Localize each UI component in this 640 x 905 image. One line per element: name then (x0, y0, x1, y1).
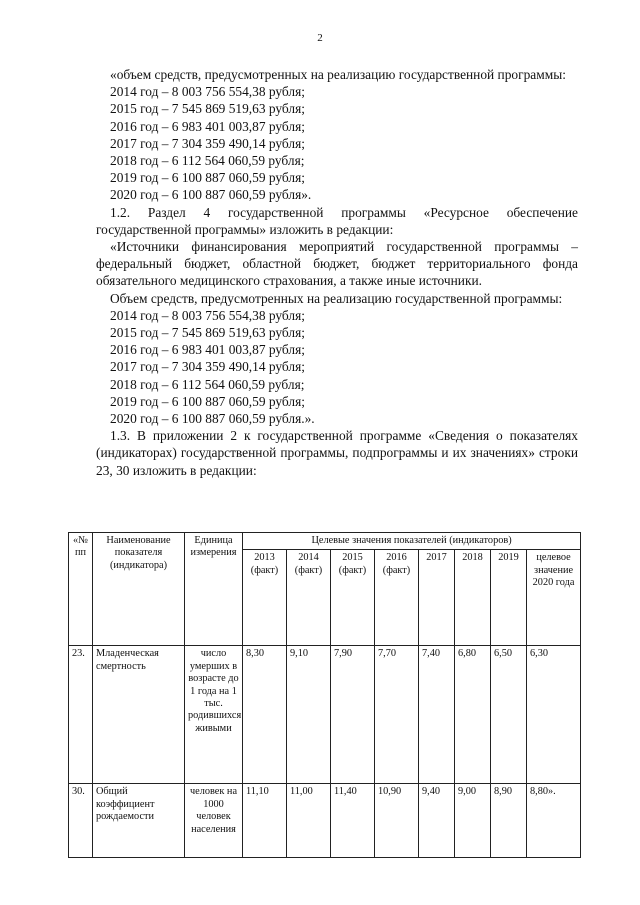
row-value: 6,30 (527, 646, 581, 784)
row-value: 6,50 (491, 646, 527, 784)
header-year-target: целевое значение 2020 года (527, 550, 581, 646)
intro-paragraph: «объем средств, предусмотренных на реализацию государственной программы: (110, 67, 566, 82)
row-value: 7,70 (375, 646, 419, 784)
row-value: 9,00 (455, 784, 491, 858)
header-year: 2018 (455, 550, 491, 646)
header-year: 2016 (факт) (375, 550, 419, 646)
row-value: 8,80». (527, 784, 581, 858)
table-row (69, 784, 581, 858)
header-unit: Единица измерения (185, 533, 243, 646)
document-body (96, 66, 578, 479)
sources-paragraph: «Источники финансирования мероприятий государственной программы – федеральный бюджет, областной бюджет, бюджет территориального фонда обязательного медицинского страхования, а также иные источники. (96, 239, 578, 289)
row-value: 6,80 (455, 646, 491, 784)
row-indicator-name: Младенческая смертность (93, 646, 185, 784)
row-value: 11,00 (287, 784, 331, 858)
funding-year-line: 2016 год – 6 983 401 003,87 рубля; (110, 118, 305, 134)
header-year: 2015 (факт) (331, 550, 375, 646)
row-value: 8,90 (491, 784, 527, 858)
header-number: «№ пп (69, 533, 93, 646)
header-year: 2017 (419, 550, 455, 646)
row-value: 9,10 (287, 646, 331, 784)
funding-years-list-1 (96, 83, 578, 203)
row-value: 9,40 (419, 784, 455, 858)
row-number: 23. (69, 646, 93, 784)
funding-year-line: 2018 год – 6 112 564 060,59 рубля; (110, 153, 305, 169)
header-year: 2014 (факт) (287, 550, 331, 646)
row-value: 11,10 (243, 784, 287, 858)
header-target-values: Целевые значения показателей (индикаторов) (243, 533, 581, 550)
funding-year-line: 2019 год – 6 100 887 060,59 рубля; (110, 393, 305, 409)
row-value: 7,40 (419, 646, 455, 784)
header-indicator-name: Наименование показателя (индикатора) (93, 533, 185, 646)
header-year: 2019 (491, 550, 527, 646)
row-unit: число умерших в возрасте до 1 года на 1 тыс. родившихся живыми (185, 646, 243, 784)
funding-year-line: 2015 год – 7 545 869 519,63 рубля; (110, 325, 305, 341)
row-value: 8,30 (243, 646, 287, 784)
table-row (69, 646, 581, 784)
funding-year-line: 2014 год – 8 003 756 554,38 рубля; (110, 307, 305, 323)
funding-years-list-2 (96, 307, 578, 427)
page-number: 2 (317, 32, 323, 44)
volume-paragraph: Объем средств, предусмотренных на реализацию государственной программы: (110, 290, 563, 306)
section-1-2: 1.2. Раздел 4 государственной программы «Ресурсное обеспечение государственной программы» изложить в редакции: (96, 204, 578, 237)
funding-year-line: 2015 год – 7 545 869 519,63 рубля; (110, 101, 305, 117)
row-number: 30. (69, 784, 93, 858)
funding-year-line: 2016 год – 6 983 401 003,87 рубля; (110, 342, 305, 358)
section-1-3: 1.3. В приложении 2 к государственной программе «Сведения о показателях (индикаторах) государственной программы, подпрограммы и их значениях» строки 23, 30 изложить в редакции: (96, 428, 578, 478)
header-year: 2013 (факт) (243, 550, 287, 646)
row-value: 10,90 (375, 784, 419, 858)
funding-year-line: 2019 год – 6 100 887 060,59 рубля; (110, 170, 305, 186)
funding-year-line: 2017 год – 7 304 359 490,14 рубля; (110, 359, 305, 375)
row-value: 11,40 (331, 784, 375, 858)
funding-year-line: 2017 год – 7 304 359 490,14 рубля; (110, 135, 305, 151)
funding-year-line: 2014 год – 8 003 756 554,38 рубля; (110, 84, 305, 100)
row-value: 7,90 (331, 646, 375, 784)
funding-year-line: 2020 год – 6 100 887 060,59 рубля.». (110, 411, 315, 427)
row-indicator-name: Общий коэффициент рождаемости (93, 784, 185, 858)
funding-year-line: 2018 год – 6 112 564 060,59 рубля; (110, 376, 305, 392)
funding-year-line: 2020 год – 6 100 887 060,59 рубля». (110, 187, 312, 203)
row-unit: человек на 1000 человек населения (185, 784, 243, 858)
indicators-table (68, 532, 581, 858)
